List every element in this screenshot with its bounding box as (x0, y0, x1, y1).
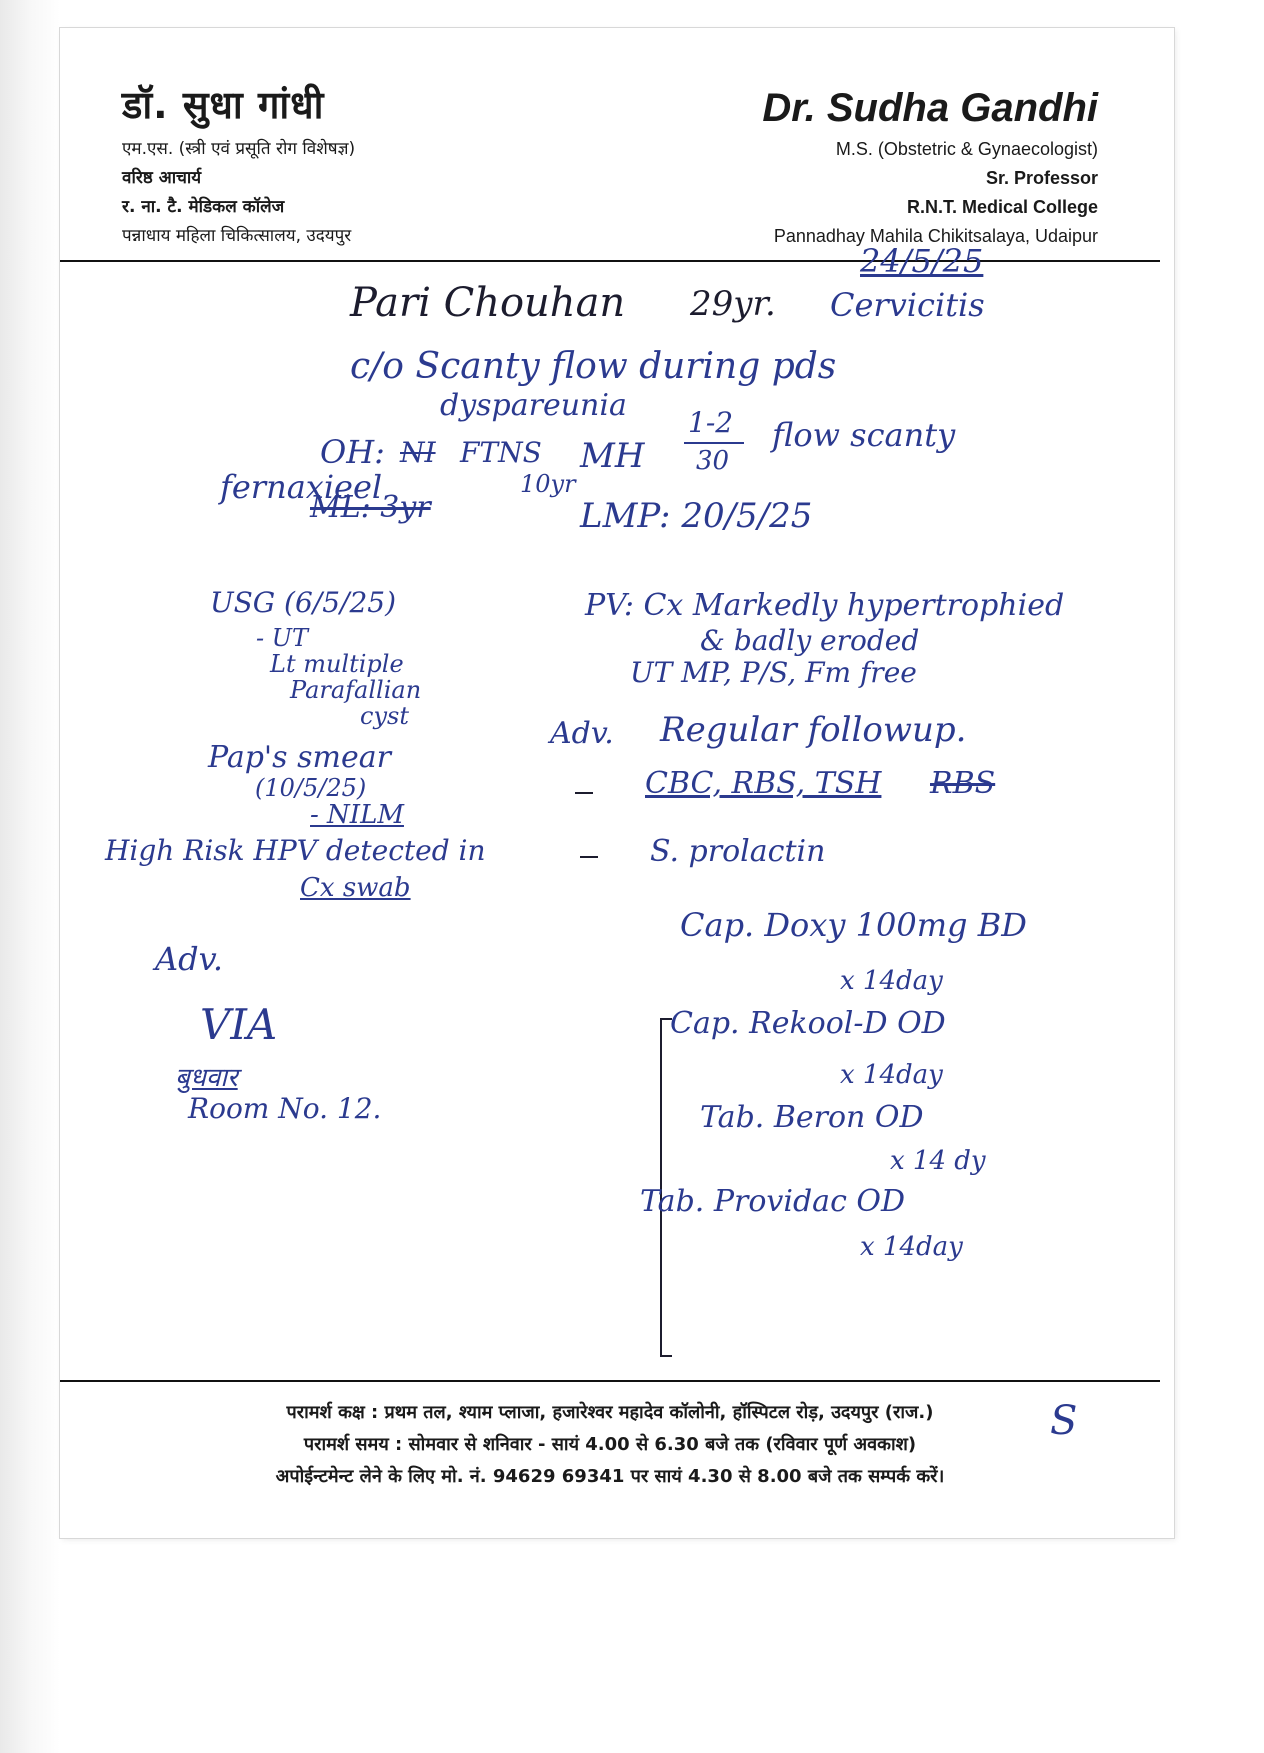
hospital-hindi: पन्नाधाय महिला चिकित्सालय, उदयपुर (122, 226, 352, 246)
rx-1-duration: x 14day (840, 966, 943, 996)
doctor-name-english: Dr. Sudha Gandhi (762, 86, 1098, 130)
rx-2-duration: x 14day (840, 1060, 943, 1090)
usg-line-3: Parafallian (290, 676, 422, 704)
room-day-hindi: बुधवार (175, 1063, 238, 1093)
room-number: Room No. 12. (188, 1092, 382, 1125)
rx-4-duration: x 14day (860, 1232, 963, 1262)
prescription-sheet (60, 28, 1174, 1538)
signature: S (1050, 1398, 1078, 1444)
ml-struck: ML: 3yr (310, 490, 431, 525)
hpv-swab: Cx swab (300, 873, 411, 903)
via: VIA (200, 1000, 278, 1049)
adv-left-label: Adv. (155, 940, 224, 978)
rx-3-drug: Tab. Beron OD (700, 1100, 924, 1135)
tests-struck: RBS (930, 766, 996, 801)
mh-fraction-bottom: 30 (696, 446, 730, 476)
designation-hindi: वरिष्ठ आचार्य (122, 168, 202, 188)
footer-appointment: अपोईन्टमेन्ट लेने के लिए मो. नं. 94629 69341 पर सायं 4.30 से 8.00 बजे तक सम्पर्क करें। (275, 1466, 945, 1487)
paps-result: - NILM (310, 800, 404, 830)
rx-3-duration: x 14 dy (890, 1146, 986, 1176)
paps-title: Pap's smear (208, 740, 391, 775)
qualification-hindi: एम.एस. (स्त्री एवं प्रसूति रोग विशेषज्ञ) (122, 139, 356, 159)
prolactin: S. prolactin (650, 834, 826, 869)
qualification-english: M.S. (Obstetric & Gynaecologist) (835, 139, 1098, 159)
lmp: LMP: 20/5/25 (580, 496, 813, 536)
oh-label: OH: (320, 433, 385, 471)
footer (60, 1400, 1160, 1496)
oh-struck: NI (400, 436, 436, 469)
rx-1-drug: Cap. Doxy 100mg BD (680, 906, 1027, 944)
mh-note: flow scanty (772, 416, 956, 454)
mh-fraction-top: 1-2 (688, 406, 734, 439)
usg-title: USG (6/5/25) (210, 586, 397, 619)
adv-label: Adv. (550, 716, 614, 751)
college-english: R.N.T. Medical College (906, 197, 1098, 217)
header-divider (60, 260, 1160, 262)
paps-date: (10/5/25) (255, 774, 367, 802)
visit-date: 24/5/25 (860, 242, 984, 280)
header-hindi (122, 78, 355, 246)
footer-divider (60, 1380, 1160, 1382)
footer-address: परामर्श कक्ष : प्रथम तल, श्याम प्लाजा, हजारेश्वर महादेव कॉलोनी, हॉस्पिटल रोड़, उदयपुर (राज.) (286, 1402, 934, 1423)
mh-label: MH (580, 436, 645, 476)
doctor-name-hindi: डॉ. सुधा गांधी (122, 83, 325, 127)
header-english (762, 86, 1098, 247)
followup: Regular followup. (660, 710, 967, 750)
pv-line-3: UT MP, P/S, Fm free (630, 656, 917, 689)
hospital-english: Pannadhay Mahila Chikitsalaya, Udaipur (773, 226, 1098, 246)
tests: CBC, RBS, TSH (645, 766, 882, 801)
rx-2-drug: Cap. Rekool-D OD (670, 1006, 946, 1041)
college-hindi: र. ना. टै. मेडिकल कॉलेज (122, 197, 285, 217)
footer-timings: परामर्श समय : सोमवार से शनिवार - सायं 4.00 से 6.30 बजे तक (रविवार पूर्ण अवकाश) (303, 1434, 917, 1455)
dash-1 (575, 792, 593, 794)
hpv-line: High Risk HPV detected in (105, 834, 486, 867)
usg-line-1: - UT (256, 624, 308, 652)
mh-fraction-bar (684, 442, 744, 444)
designation-english: Sr. Professor (985, 168, 1098, 188)
usg-line-4: cyst (360, 702, 409, 730)
complaint-line-2: dyspareunia (440, 388, 627, 423)
infertility-note: fernaxieel (220, 468, 383, 506)
patient-age: 29yr. (690, 284, 776, 324)
usg-line-2: Lt multiple (270, 650, 404, 678)
diagnosis: Cervicitis (830, 286, 985, 324)
rx-4-drug: Tab. Providac OD (640, 1184, 906, 1219)
patient-name: Pari Chouhan (350, 280, 626, 326)
ml-value: 10yr (520, 470, 576, 498)
oh-value: FTNS (460, 436, 542, 469)
pv-line-2: & badly eroded (700, 624, 920, 657)
complaint-line-1: c/o Scanty flow during pds (350, 346, 837, 387)
dash-2 (580, 856, 598, 858)
pv-line-1: PV: Cx Markedly hypertrophied (585, 588, 1065, 623)
